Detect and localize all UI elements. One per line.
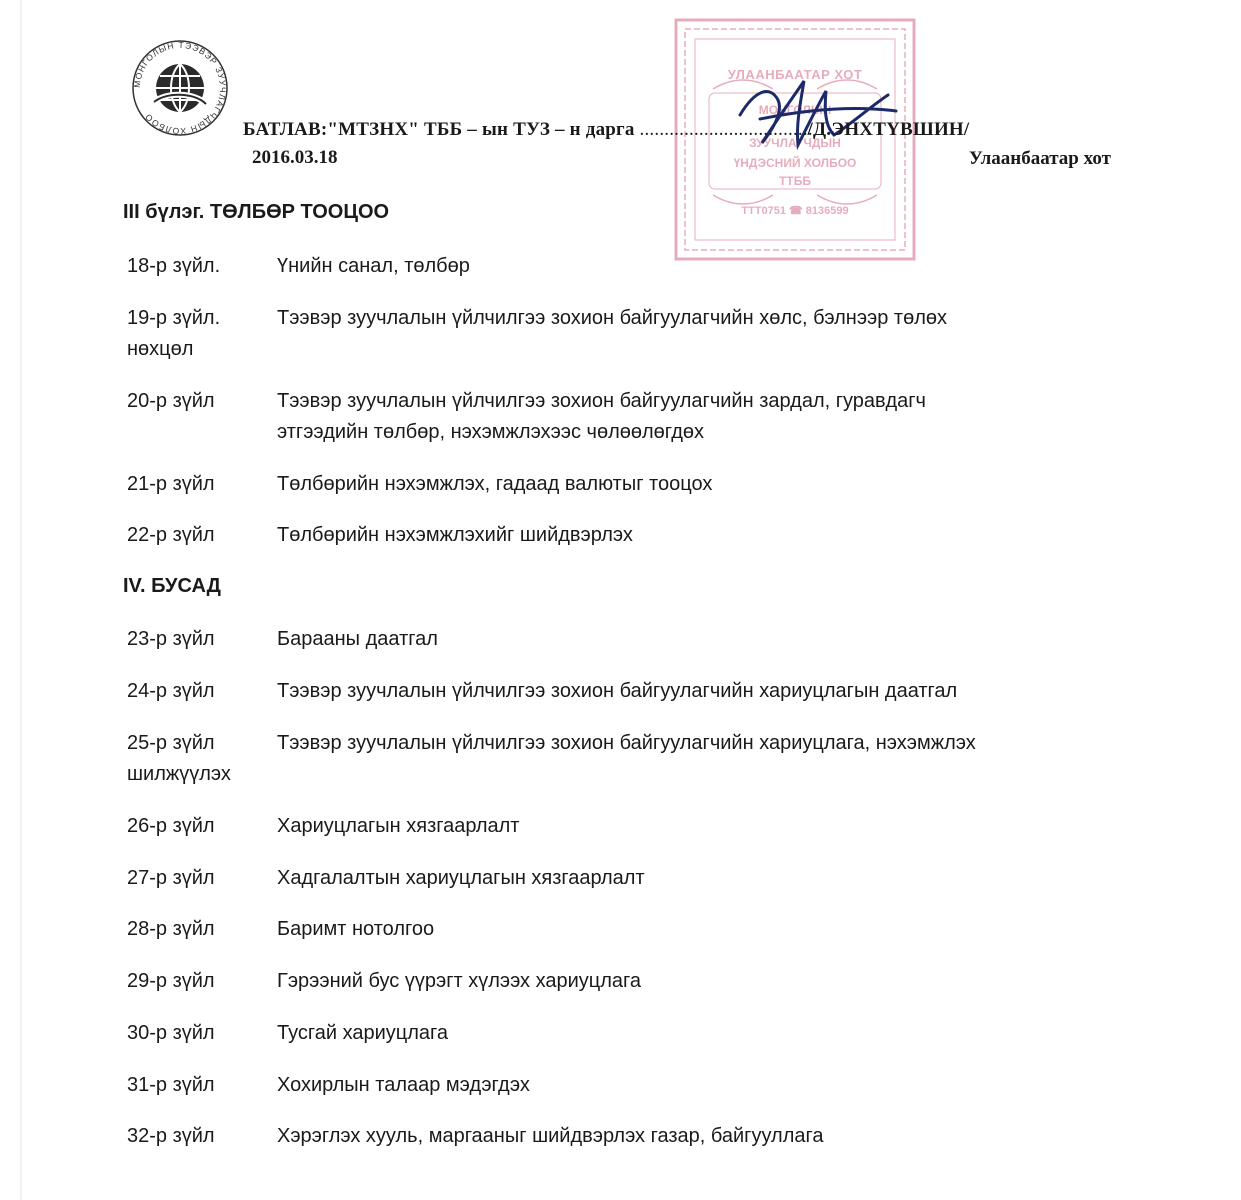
- document-city: Улаанбаатар хот: [968, 148, 1111, 169]
- article-row: [127, 1074, 530, 1097]
- organization-logo: [130, 38, 230, 138]
- article-row: [127, 1125, 824, 1148]
- article-row: [127, 732, 976, 755]
- section-heading-3: III бүлэг. ТӨЛБӨР ТООЦОО: [123, 201, 390, 223]
- article-row: [127, 815, 520, 838]
- article-number: 28-р зүйл: [127, 918, 215, 940]
- approval-label: БАТЛАВ:"МТЗНХ" ТББ – ын ТУЗ – н дарга: [243, 119, 635, 140]
- article-number: 24-р зүйл: [127, 680, 215, 702]
- stamp-line-3: ҮНДЭСНИЙ ХОЛБОО: [733, 156, 857, 170]
- article-title: Хохирлын талаар мэдэгдэх: [277, 1074, 530, 1096]
- article-title: Гэрээний бус үүрэгт хүлээх хариуцлага: [277, 970, 642, 992]
- article-number: 19-р зүйл.: [127, 307, 221, 329]
- article-title: Баримт нотолгоо: [277, 918, 435, 940]
- section-heading-4: IV. БУСАД: [123, 575, 221, 597]
- article-number: 26-р зүйл: [127, 815, 215, 837]
- article-number: 22-р зүйл: [127, 524, 215, 546]
- stamp-top-text: УЛААНБААТАР ХОТ: [727, 67, 863, 82]
- signature-dots: ...................................: [639, 119, 813, 140]
- stamp-bottom-text: ТТТ0751 ☎ 8136599: [741, 205, 849, 217]
- article-number: 31-р зүйл: [127, 1074, 215, 1096]
- stamp-line-2: ЗУУЧЛАГЧДЫН: [749, 136, 841, 150]
- article-title: Хэрэглэх хууль, маргааныг шийдвэрлэх газар, байгууллага: [277, 1125, 824, 1147]
- scan-artifact: [20, 0, 22, 1200]
- article-title: Хариуцлагын хязгаарлалт: [277, 815, 520, 837]
- article-title: Тусгай хариуцлага: [277, 1022, 448, 1044]
- article-title: Тээвэр зуучлалын үйлчилгээ зохион байгуулагчийн хариуцлагын даатгал: [277, 680, 958, 702]
- article-number: 23-р зүйл: [127, 628, 215, 650]
- article-row: [127, 680, 958, 703]
- article-number: 30-р зүйл: [127, 1022, 215, 1044]
- article-row: [127, 307, 947, 330]
- article-title: Тээвэр зуучлалын үйлчилгээ зохион байгуулагчийн хариуцлага, нэхэмжлэх: [277, 732, 976, 754]
- article-row: [127, 524, 633, 547]
- article-number: 21-р зүйл: [127, 473, 215, 495]
- article-title: Хадгалалтын хариуцлагын хязгаарлалт: [277, 867, 645, 889]
- article-row: [127, 970, 642, 993]
- article-number: 20-р зүйл: [127, 390, 215, 412]
- article-title: Төлбөрийн нэхэмжлэх, гадаад валютыг тооцох: [277, 473, 713, 495]
- article-title-line-2: этгээдийн төлбөр, нэхэмжлэхээс чөлөөлөгдөх: [277, 421, 704, 443]
- article-row: [127, 628, 438, 651]
- approver-name: /Д.ЭНХТҮВШИН/: [807, 119, 970, 140]
- article-title: Тээвэр зуучлалын үйлчилгээ зохион байгуулагчийн зардал, гуравдагч: [277, 390, 926, 412]
- article-title-continuation: нөхцөл: [127, 338, 194, 360]
- stamp-line-4: ТТББ: [779, 174, 811, 188]
- logo-ring-text: МОНГОЛЫН ТЭЭВЭР ЗУУЧЛАГЧДЫН ХОЛБОО: [131, 39, 229, 137]
- approval-line: [243, 119, 969, 141]
- article-row: [127, 473, 713, 496]
- article-row: [127, 918, 435, 941]
- article-row: [127, 867, 645, 890]
- stamp-line-1: МОНГОЛЫН: [758, 103, 832, 117]
- article-row: [127, 1022, 448, 1045]
- article-number: 32-р зүйл: [127, 1125, 215, 1147]
- signature: [700, 55, 910, 165]
- article-number: 25-р зүйл: [127, 732, 215, 754]
- article-title-continuation: шилжүүлэх: [127, 763, 231, 785]
- article-title: Барааны даатгал: [277, 628, 438, 650]
- article-row: [127, 255, 470, 278]
- article-title: Үнийн санал, төлбөр: [277, 255, 470, 277]
- article-title: Төлбөрийн нэхэмжлэхийг шийдвэрлэх: [277, 524, 633, 546]
- article-number: 29-р зүйл: [127, 970, 215, 992]
- document-date: 2016.03.18: [252, 147, 338, 168]
- article-number: 18-р зүйл.: [127, 255, 221, 277]
- article-row: [127, 390, 926, 413]
- article-number: 27-р зүйл: [127, 867, 215, 889]
- article-title: Тээвэр зуучлалын үйлчилгээ зохион байгуулагчийн хөлс, бэлнээр төлөх: [277, 307, 947, 329]
